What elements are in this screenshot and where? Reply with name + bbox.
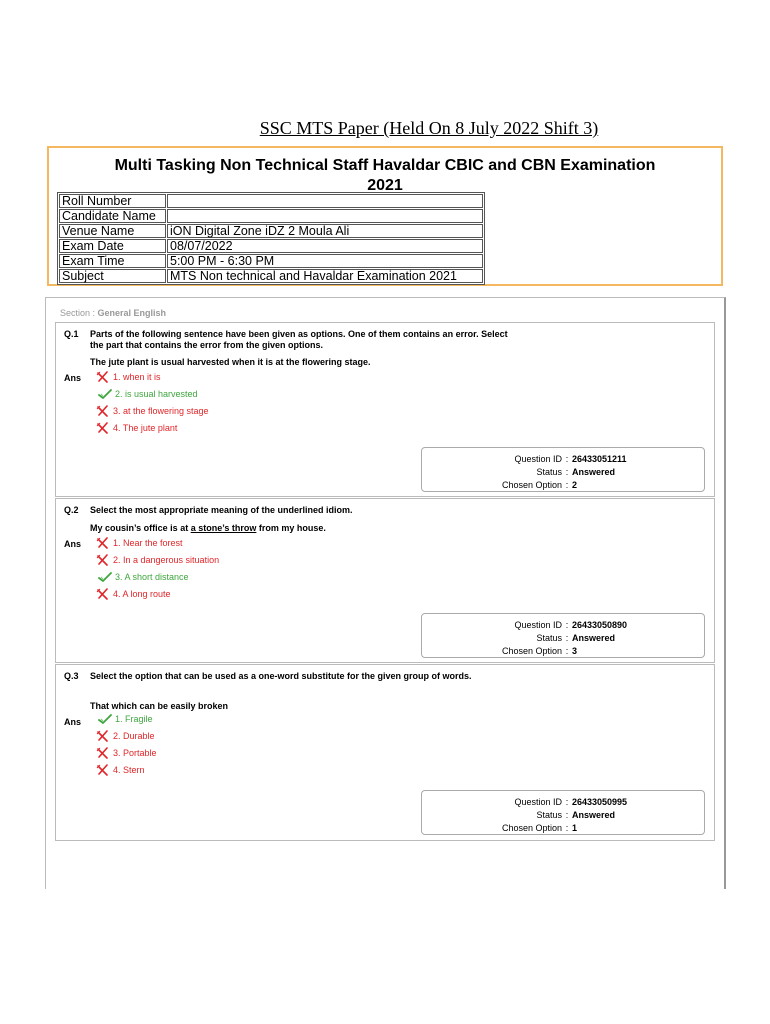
meta-status <box>422 467 704 477</box>
meta-sep: : <box>565 823 569 833</box>
candidate-info-table <box>57 192 485 285</box>
question-meta <box>421 790 705 835</box>
cross-icon <box>96 537 110 549</box>
meta-key: Chosen Option <box>501 646 562 656</box>
cross-icon <box>96 371 110 383</box>
question-number: Q.2 <box>64 505 79 515</box>
question-meta <box>421 613 705 658</box>
option-text: 1. Fragile <box>115 714 153 724</box>
meta-question-id <box>422 797 704 807</box>
option-text: 2. In a dangerous situation <box>113 555 220 565</box>
cross-icon <box>96 554 110 566</box>
cross-icon <box>96 405 110 417</box>
answer-option <box>96 371 161 383</box>
option-text: 3. at the flowering stage <box>113 406 209 416</box>
option-text: 4. Stern <box>113 765 145 775</box>
answer-option <box>96 537 183 549</box>
option-text: 4. A long route <box>113 589 171 599</box>
info-row <box>59 194 483 208</box>
meta-value: 26433050890 <box>572 620 628 630</box>
answer-option <box>96 747 157 759</box>
ans-label: Ans <box>64 717 82 727</box>
info-label: Venue Name <box>59 224 166 238</box>
question-sentence <box>90 701 228 711</box>
info-row <box>59 269 483 283</box>
question-text: Select the option that can be used as a one-word substitute for the given group of words. <box>90 671 472 681</box>
meta-key: Status <box>536 810 562 820</box>
option-text: 2. is usual harvested <box>115 389 198 399</box>
cross-icon <box>96 764 110 776</box>
info-value: 5:00 PM - 6:30 PM <box>167 254 483 268</box>
meta-sep: : <box>565 633 569 643</box>
info-label: Candidate Name <box>59 209 166 223</box>
answer-option <box>98 571 189 583</box>
cross-icon <box>96 730 110 742</box>
exam-title <box>49 156 721 196</box>
meta-chosen-option <box>422 646 704 656</box>
meta-value: Answered <box>572 633 616 643</box>
option-text: 4. The jute plant <box>113 423 178 433</box>
question-number: Q.3 <box>64 671 79 681</box>
question-sentence <box>90 357 371 367</box>
info-row <box>59 254 483 268</box>
section-name: General English <box>97 308 167 318</box>
answer-option <box>96 422 177 434</box>
cross-icon <box>96 588 110 600</box>
question-block <box>55 322 715 497</box>
answer-option <box>96 588 171 600</box>
option-text: 1. when it is <box>113 372 161 382</box>
section-label <box>60 308 166 318</box>
info-value: 08/07/2022 <box>167 239 483 253</box>
question-meta <box>421 447 705 492</box>
exam-header <box>47 146 723 286</box>
info-row <box>59 224 483 238</box>
question-sentence <box>90 523 326 533</box>
meta-status <box>422 810 704 820</box>
meta-sep: : <box>565 467 569 477</box>
check-icon <box>98 388 112 400</box>
meta-sep: : <box>565 797 569 807</box>
meta-sep: : <box>565 480 569 490</box>
question-text: Select the most appropriate meaning of the underlined idiom. <box>90 505 353 515</box>
sentence-before: That which can be easily broken <box>90 701 229 711</box>
meta-value: 26433051211 <box>572 454 627 464</box>
info-label: Exam Date <box>59 239 166 253</box>
sentence-after: from my house. <box>256 523 326 533</box>
answer-option <box>96 405 209 417</box>
meta-sep: : <box>565 810 569 820</box>
meta-value: Answered <box>572 467 616 477</box>
question-text: Parts of the following sentence have been given as options. One of them contains an error. Select the part that contains the error from the given options. <box>90 329 508 350</box>
meta-chosen-option <box>422 480 704 490</box>
meta-key: Question ID <box>514 620 562 630</box>
info-value: MTS Non technical and Havaldar Examination 2021 <box>167 269 483 283</box>
info-value <box>167 209 483 223</box>
meta-value: 3 <box>572 646 578 656</box>
answer-option <box>98 388 198 400</box>
meta-sep: : <box>565 454 569 464</box>
answer-option <box>96 554 219 566</box>
answer-option <box>96 730 155 742</box>
info-value <box>167 194 483 208</box>
ans-label: Ans <box>64 539 82 549</box>
check-icon <box>98 713 112 725</box>
question-block <box>55 498 715 663</box>
meta-chosen-option <box>422 823 704 833</box>
info-label: Exam Time <box>59 254 166 268</box>
info-label: Roll Number <box>59 194 166 208</box>
meta-status <box>422 633 704 643</box>
meta-key: Chosen Option <box>501 823 562 833</box>
info-row <box>59 209 483 223</box>
exam-title-line2: 2021 <box>367 177 403 194</box>
question-block <box>55 664 715 841</box>
exam-title-line1: Multi Tasking Non Technical Staff Havaldar CBIC and CBN Examination <box>114 157 656 174</box>
question-number: Q.1 <box>64 329 79 339</box>
check-icon <box>98 571 112 583</box>
answer-option <box>98 713 153 725</box>
info-label: Subject <box>59 269 166 283</box>
meta-key: Status <box>536 467 562 477</box>
meta-question-id <box>422 620 704 630</box>
option-text: 2. Durable <box>113 731 155 741</box>
cross-icon <box>96 422 110 434</box>
page-heading: SSC MTS Paper (Held On 8 July 2022 Shift 3) <box>259 118 599 138</box>
meta-question-id <box>422 454 704 464</box>
ans-label: Ans <box>64 373 82 383</box>
meta-sep: : <box>565 646 569 656</box>
meta-key: Chosen Option <box>501 480 562 490</box>
option-text: 1. Near the forest <box>113 538 183 548</box>
meta-value: 26433050995 <box>572 797 628 807</box>
section-prefix: Section : <box>60 308 98 318</box>
meta-key: Question ID <box>514 454 562 464</box>
meta-value: 2 <box>572 480 578 490</box>
meta-key: Question ID <box>514 797 562 807</box>
meta-key: Status <box>536 633 562 643</box>
info-row <box>59 239 483 253</box>
cross-icon <box>96 747 110 759</box>
option-text: 3. A short distance <box>115 572 189 582</box>
sentence-before: My cousin’s office is at <box>90 523 191 533</box>
sentence-before: The jute plant is usual harvested when it is at the flowering stage. <box>90 357 371 367</box>
meta-value: 1 <box>572 823 578 833</box>
meta-sep: : <box>565 620 569 630</box>
meta-value: Answered <box>572 810 616 820</box>
answer-option <box>96 764 145 776</box>
sentence-underlined: a stone’s throw <box>190 523 257 533</box>
option-text: 3. Portable <box>113 748 157 758</box>
info-value: iON Digital Zone iDZ 2 Moula Ali <box>167 224 483 238</box>
